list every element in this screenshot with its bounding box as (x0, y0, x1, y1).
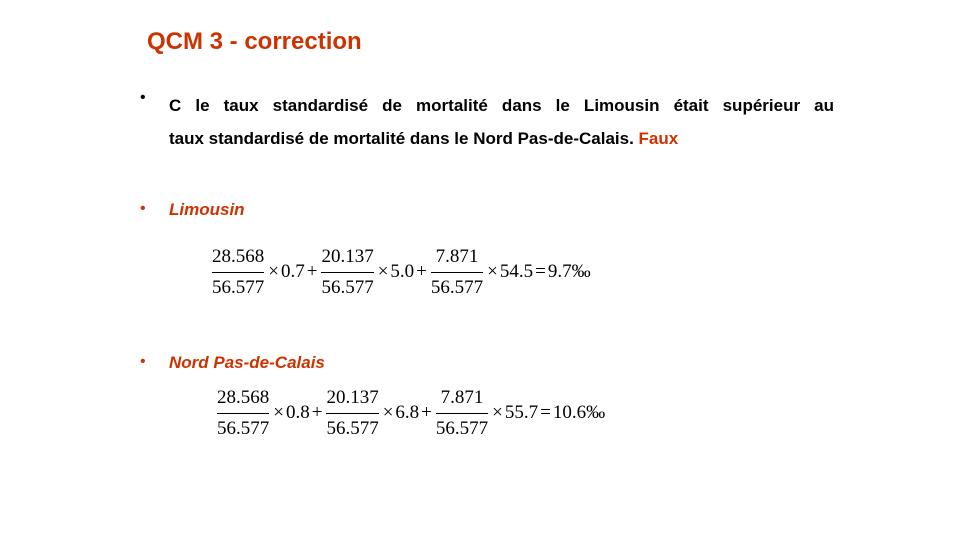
fraction (429, 246, 485, 299)
rate-value: 0.7 (280, 261, 305, 282)
fraction (319, 246, 375, 299)
times-symbol: × (492, 402, 503, 423)
fraction (324, 387, 380, 440)
rate-value: 0.8 (285, 402, 310, 423)
denominator: 56.577 (217, 413, 269, 440)
fraction (434, 387, 490, 440)
equals-symbol: = (535, 261, 546, 282)
result-value: 10.6 (552, 402, 587, 423)
rate-value: 5.0 (390, 261, 415, 282)
numerator: 7.871 (435, 245, 479, 267)
plus-symbol: + (421, 402, 432, 423)
permille-unit: ‰ (586, 402, 606, 423)
denominator: 56.577 (212, 272, 264, 299)
times-symbol: × (487, 261, 498, 282)
times-symbol: × (377, 261, 389, 282)
nord-label: Nord Pas-de-Calais (169, 353, 325, 372)
bullet-marker: • (140, 353, 146, 370)
nord-formula (215, 385, 605, 441)
numerator: 20.137 (326, 386, 379, 408)
rate-value: 6.8 (395, 402, 420, 423)
numerator: 28.568 (212, 245, 265, 267)
permille-unit: ‰ (571, 261, 591, 282)
limousin-label: Limousin (169, 200, 245, 219)
numerator: 28.568 (217, 386, 270, 408)
plus-symbol: + (416, 261, 427, 282)
times-symbol: × (268, 261, 279, 282)
rate-value: 55.7 (504, 402, 539, 423)
denominator: 56.577 (326, 413, 378, 440)
bullet-marker: • (140, 89, 146, 106)
equals-symbol: = (540, 402, 551, 423)
numerator: 20.137 (321, 245, 374, 267)
result-value: 9.7 (547, 261, 572, 282)
statement-line-1: C le taux standardisé de mortalité dans le Limousin était supérieur au (169, 96, 834, 115)
statement-line-2-text: taux standardisé de mortalité dans le Nord Pas-de-Calais. (169, 129, 634, 148)
statement-line-2 (169, 122, 834, 155)
rate-value: 54.5 (499, 261, 534, 282)
statement-text (169, 89, 834, 155)
plus-symbol: + (311, 402, 323, 423)
bullet-marker: • (140, 200, 146, 217)
denominator: 56.577 (431, 272, 483, 299)
limousin-formula (210, 244, 591, 300)
fraction (210, 246, 266, 299)
verdict-label: Faux (638, 129, 679, 148)
numerator: 7.871 (440, 386, 484, 408)
denominator: 56.577 (321, 272, 373, 299)
times-symbol: × (273, 402, 284, 423)
times-symbol: × (382, 402, 394, 423)
denominator: 56.577 (436, 413, 488, 440)
plus-symbol: + (306, 261, 318, 282)
slide-title: QCM 3 - correction (147, 28, 362, 55)
fraction (215, 387, 271, 440)
